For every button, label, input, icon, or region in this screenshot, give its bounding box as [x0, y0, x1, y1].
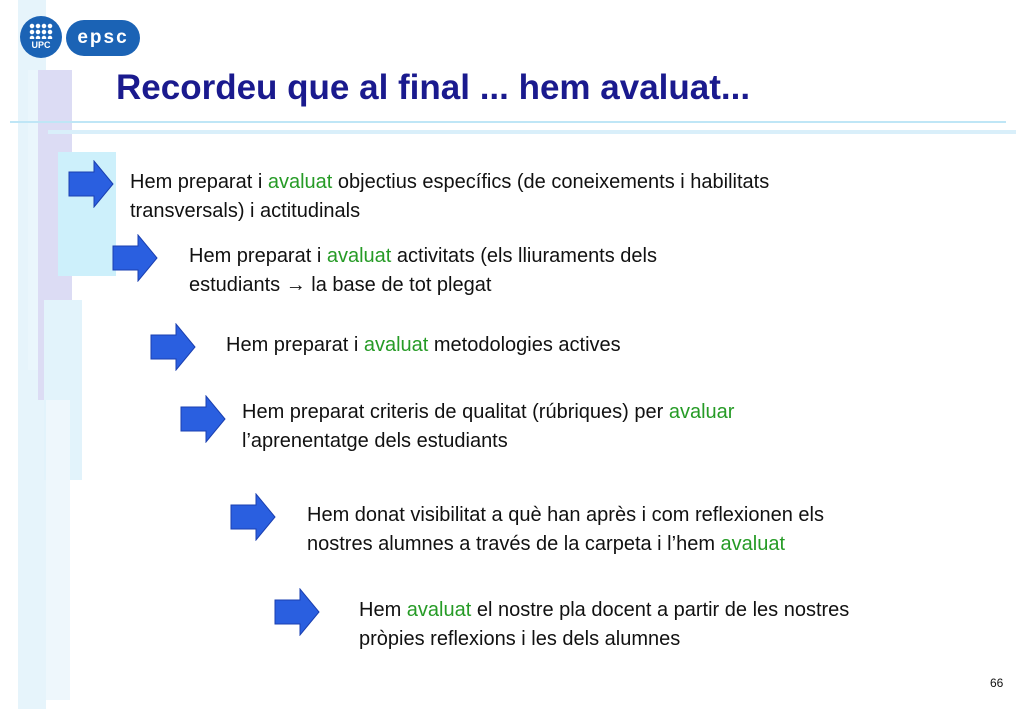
bullet-text: Hem preparat i avaluat objectius específics (de coneixements i habilitats transversals) i actitudinals [130, 171, 770, 222]
bullet-text: Hem preparat criteris de qualitat (rúbriques) per avaluar l’aprenentatge dels estudiants [242, 401, 735, 452]
epsc-logo: epsc [66, 20, 140, 56]
page-number: 66 [990, 676, 1004, 690]
upc-logo [20, 16, 62, 58]
title-divider [10, 121, 1006, 123]
upc-logo-text: UPC [31, 40, 51, 50]
slide-title: Recordeu que al final ... hem avaluat... [116, 68, 751, 107]
title-divider [48, 130, 1016, 134]
inline-arrow-icon: → [285, 274, 306, 296]
right-arrow-icon [180, 395, 226, 443]
right-arrow-icon [274, 588, 320, 636]
right-arrow-icon [68, 160, 114, 208]
decorative-bar [46, 400, 70, 700]
bullet-text: Hem preparat i avaluat metodologies actives [226, 334, 621, 356]
right-arrow-icon [112, 234, 158, 282]
bullet-text: Hem preparat i avaluat activitats (els lliuraments dels estudiants → la base de tot plegat [189, 245, 657, 296]
bullet-text: Hem donat visibilitat a què han après i com reflexionen els nostres alumnes a través de la carpeta i l’hem avaluat [307, 504, 824, 555]
logo-dots-icon [29, 23, 53, 39]
right-arrow-icon [150, 323, 196, 371]
right-arrow-icon [230, 493, 276, 541]
bullet-text: Hem avaluat el nostre pla docent a partir de les nostres pròpies reflexions i les dels alumnes [359, 599, 850, 650]
